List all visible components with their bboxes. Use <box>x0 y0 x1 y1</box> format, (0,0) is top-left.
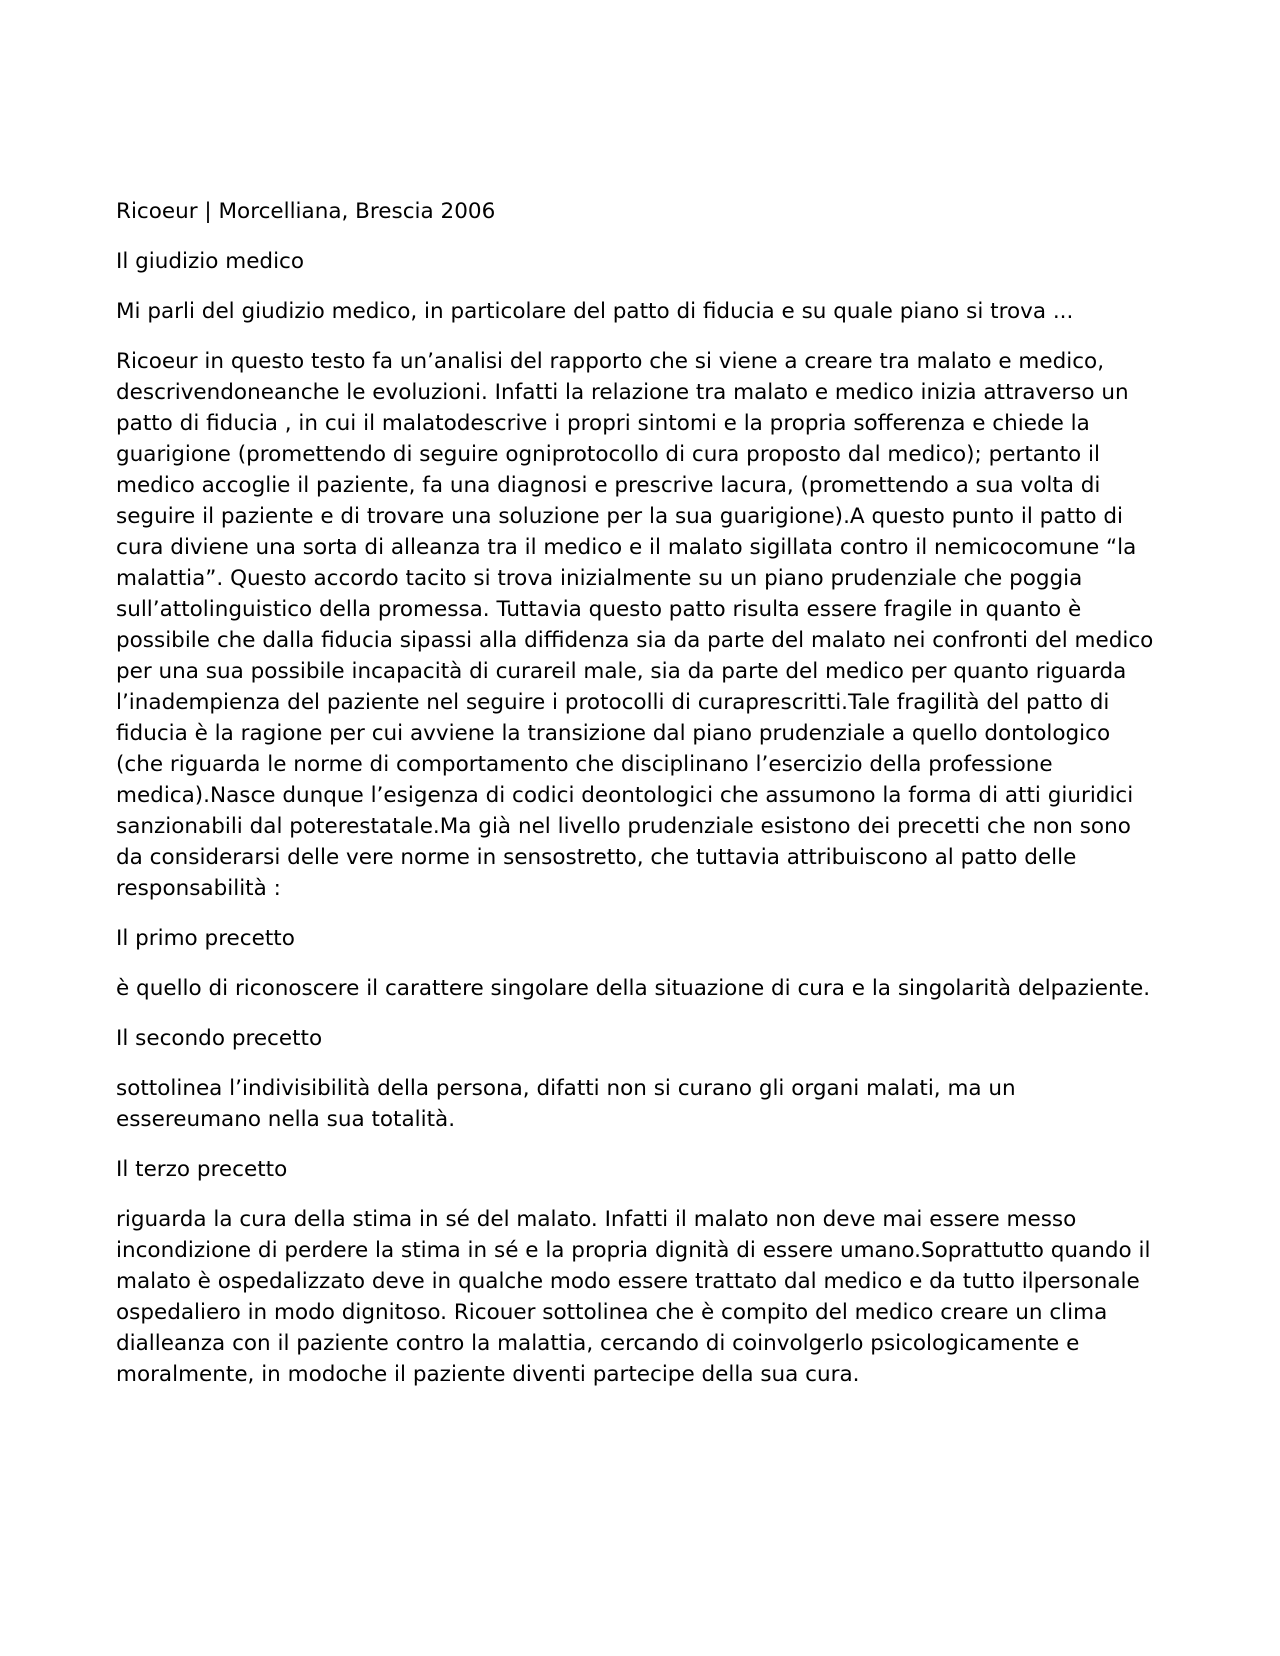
precept-heading-second: Il secondo precetto <box>116 1026 323 1051</box>
source-line: Ricoeur | Morcelliana, Brescia 2006 <box>116 199 496 224</box>
precept-text-third: riguarda la cura della stima in sé del malato. Infatti il malato non deve mai essere messo incondizione di perdere la stima in sé e la propria dignità di essere umano.Soprattutto quando il malato è ospedalizzato deve in qualche modo essere trattato dal medico e da tutto ilpersonale ospedaliero in modo dignitoso. Ricouer sottolinea che è compito del medico creare un clima dialleanza con il paziente contro la malattia, cercando di coinvolgerlo psicologicamente e moralmente, in modoche il paziente diventi partecipe della sua cura. <box>116 1207 1151 1387</box>
question-line: Mi parli del giudizio medico, in particolare del patto di fiducia e su quale piano si trova ... <box>116 299 1074 324</box>
main-paragraph: Ricoeur in questo testo fa un’analisi del rapporto che si viene a creare tra malato e medico, descrivendoneanche le evoluzioni. Infatti la relazione tra malato e medico inizia attraverso un patto di fiducia , in cui il malatodescrive i propri sintomi e la propria sofferenza e chiede la guarigione (promettendo di seguire ogniprotocollo di cura proposto dal medico); pertanto il medico accoglie il paziente, fa una diagnosi e prescrive lacura, (promettendo a sua volta di seguire il paziente e di trovare una soluzione per la sua guarigione).A questo punto il patto di cura diviene una sorta di alleanza tra il medico e il malato sigillata contro il nemicocomune “la malattia”. Questo accordo tacito si trova inizialmente su un piano prudenziale che poggia sull’attolinguistico della promessa. Tuttavia questo patto risulta essere fragile in quanto è possibile che dalla fiducia sipassi alla diffidenza sia da parte del malato nei confronti del medico per una sua possibile incapacità di curareil male, sia da parte del medico per quanto riguarda l’inadempienza del paziente nel seguire i protocolli di curaprescritti.Tale fragilità del patto di fiducia è la ragione per cui avviene la transizione dal piano prudenziale a quello dontologico (che riguarda le norme di comportamento che disciplinano l’esercizio della professione medica).Nasce dunque l’esigenza di codici deontologici che assumono la forma di atti giuridici sanzionabili dal poterestatale.Ma già nel livello prudenziale esistono dei precetti che non sono da considerarsi delle vere norme in sensostretto, che tuttavia attribuiscono al patto delle responsabilità : <box>116 349 1154 901</box>
precept-heading-first: Il primo precetto <box>116 926 295 951</box>
document-title: Il giudizio medico <box>116 249 305 274</box>
precept-heading-third: Il terzo precetto <box>116 1157 288 1182</box>
precept-text-second: sottolinea l’indivisibilità della persona, difatti non si curano gli organi malati, ma un essereumano nella sua totalità. <box>116 1076 1016 1132</box>
precept-text-first: è quello di riconoscere il carattere singolare della situazione di cura e la singolarità delpaziente. <box>116 976 1151 1001</box>
document-page <box>116 196 1156 1409</box>
